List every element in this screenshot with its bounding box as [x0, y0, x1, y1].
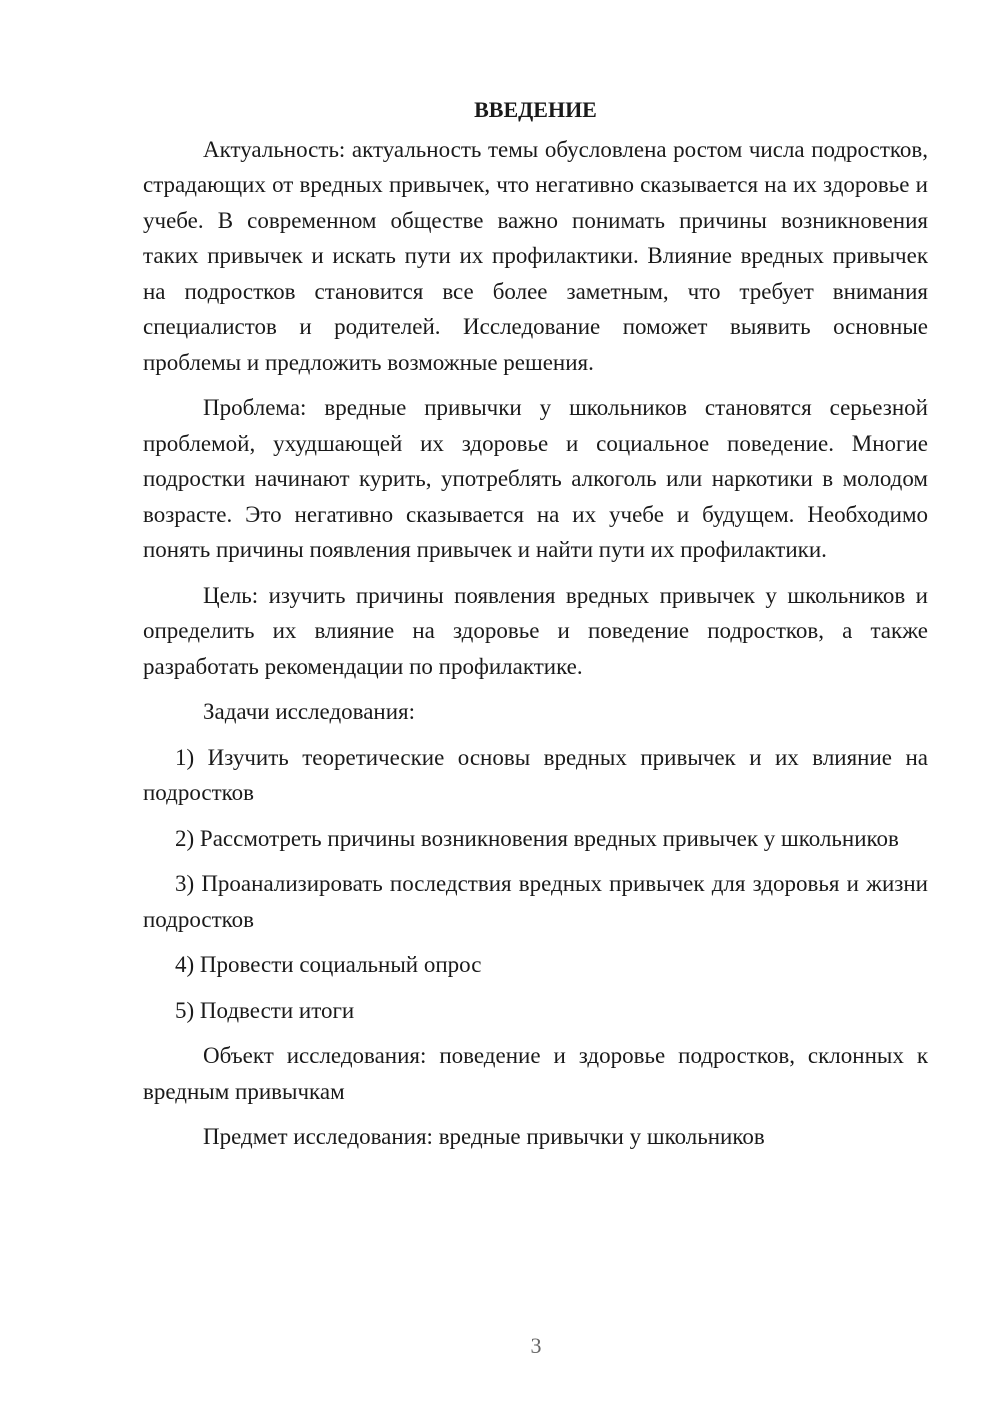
- page-content: [143, 92, 928, 1165]
- page-number: 3: [530, 1333, 542, 1358]
- task-item: 1) Изучить теоретические основы вредных привычек и их влияние на подростков: [143, 744, 928, 805]
- paragraph-subject: Предмет исследования: вредные привычки у школьников: [203, 1124, 765, 1149]
- task-item: 4) Провести социальный опрос: [175, 952, 482, 977]
- paragraph-problem: Проблема: вредные привычки у школьников становятся серьезной проблемой, ухудшающей их здоровье и социальное поведение. Многие подростки начинают курить, употреблять алкоголь или наркотики в молодом возрасте. Это негативно сказывается на их учебе и будущем. Необходимо понять причины появления привычек и найти пути их профилактики.: [143, 395, 928, 562]
- task-item: 2) Рассмотреть причины возникновения вредных привычек у школьников: [175, 825, 899, 851]
- task-item: 3) Проанализировать последствия вредных привычек для здоровья и жизни подростков: [143, 871, 928, 932]
- paragraph-relevance: Актуальность: актуальность темы обусловлена ростом числа подростков, страдающих от вредных привычек, что негативно сказывается на их здоровье и учебе. В современном обществе важно понимать причины возникновения таких привычек и искать пути их профилактики. Влияние вредных привычек на подростков становится все более заметным, что требует внимания специалистов и родителей. Исследование поможет выявить основные проблемы и предложить возможные решения.: [143, 136, 928, 375]
- task-item: 5) Подвести итоги: [175, 997, 355, 1023]
- section-title: ВВЕДЕНИЕ: [474, 97, 597, 122]
- tasks-heading: Задачи исследования:: [203, 699, 416, 724]
- paragraph-goal: Цель: изучить причины появления вредных привычек у школьников и определить их влияние на здоровье и поведение подростков, а также разработать рекомендации по профилактике.: [143, 582, 928, 679]
- paragraph-object: Объект исследования: поведение и здоровье подростков, склонных к вредным привычкам: [143, 1043, 928, 1104]
